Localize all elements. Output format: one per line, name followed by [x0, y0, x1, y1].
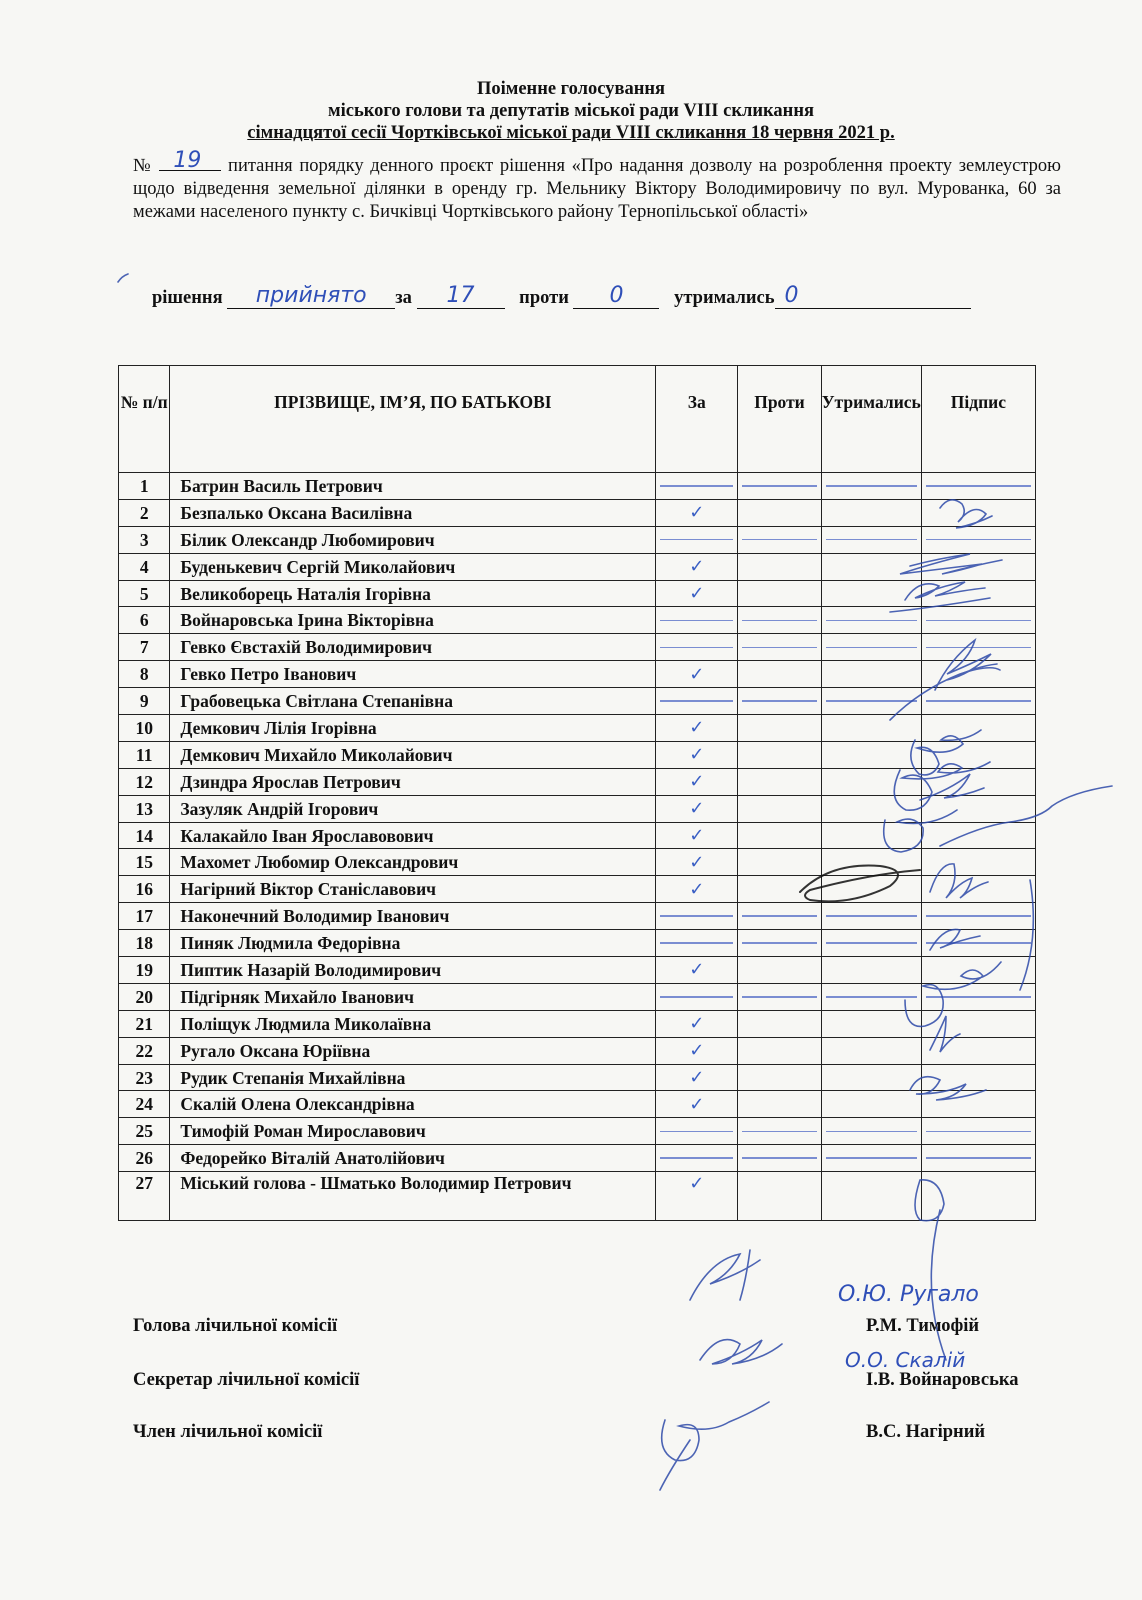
row-number: 12: [119, 768, 170, 795]
decision-summary: [152, 283, 1042, 309]
table-row: [119, 473, 1036, 500]
signature-cell: [921, 876, 1035, 903]
signature-cell: [921, 1118, 1035, 1145]
signature-cell: [921, 499, 1035, 526]
signature-cell: [921, 553, 1035, 580]
absence-strike-line: [826, 647, 917, 649]
vote-cell-abstained: [821, 1172, 921, 1221]
row-number: 11: [119, 741, 170, 768]
signature-cell: [921, 1010, 1035, 1037]
signature-cell: [921, 1091, 1035, 1118]
check-mark-icon: ✓: [689, 583, 705, 604]
absence-strike-line: [660, 1157, 733, 1159]
vote-cell-against: [738, 661, 821, 688]
row-number: 9: [119, 688, 170, 715]
row-number: 15: [119, 849, 170, 876]
absence-strike-line: [826, 485, 917, 487]
vote-cell-abstained: [821, 473, 921, 500]
signature-cell: [921, 741, 1035, 768]
deputy-name: Поліщук Людмила Миколаївна: [170, 1010, 656, 1037]
vote-cell-for: [656, 849, 738, 876]
absence-strike-line: [742, 647, 816, 649]
row-number: 21: [119, 1010, 170, 1037]
for-count-handwritten: 17: [446, 283, 475, 308]
vote-cell-for: [656, 768, 738, 795]
vote-cell-against: [738, 1010, 821, 1037]
vote-cell-against: [738, 473, 821, 500]
question-number-blank: [159, 148, 221, 173]
check-mark-icon: ✓: [689, 1093, 705, 1115]
deputy-name: Рудик Степанія Михайлівна: [170, 1064, 656, 1091]
vote-cell-against: [738, 1037, 821, 1064]
vote-cell-abstained: [821, 526, 921, 553]
absence-strike-line: [826, 915, 917, 917]
row-number: 8: [119, 661, 170, 688]
absence-strike-line: [660, 539, 733, 541]
vote-cell-abstained: [821, 876, 921, 903]
vote-cell-abstained: [821, 983, 921, 1010]
vote-cell-for: [656, 1118, 738, 1145]
row-number: 24: [119, 1091, 170, 1118]
vote-cell-for: [656, 957, 738, 984]
document-title: [0, 78, 1142, 144]
deputy-name: Нагірний Віктор Станіславович: [170, 876, 656, 903]
vote-cell-abstained: [821, 768, 921, 795]
deputy-name: Батрин Василь Петрович: [170, 473, 656, 500]
signature-cell: [921, 903, 1035, 930]
signature-chair: [690, 1250, 760, 1300]
table-row: [119, 526, 1036, 553]
signature-cell: [921, 849, 1035, 876]
vote-cell-abstained: [821, 741, 921, 768]
vote-cell-for: [656, 741, 738, 768]
absence-strike-line: [926, 539, 1031, 541]
against-count-handwritten: 0: [609, 283, 624, 308]
vote-cell-for: [656, 688, 738, 715]
table-row: [119, 795, 1036, 822]
vote-cell-for: [656, 634, 738, 661]
vote-cell-abstained: [821, 903, 921, 930]
table-row: [119, 741, 1036, 768]
table-row: [119, 849, 1036, 876]
deputy-name: Ругало Оксана Юріївна: [170, 1037, 656, 1064]
table-body: [119, 473, 1036, 1221]
vote-cell-against: [738, 1091, 821, 1118]
vote-cell-for: [656, 1010, 738, 1037]
secretary-handwritten-name: О.О. Скалій: [845, 1348, 966, 1372]
vote-cell-for: [656, 499, 738, 526]
vote-cell-against: [738, 983, 821, 1010]
secretary-role: Секретар лічильної комісії: [133, 1370, 360, 1390]
row-number: 27: [119, 1172, 170, 1221]
row-number: 16: [119, 876, 170, 903]
row-number: 1: [119, 473, 170, 500]
row-number: 19: [119, 957, 170, 984]
signature-cell: [921, 1172, 1035, 1221]
abstained-count-blank: [775, 283, 971, 309]
header-abstained: Утримались: [821, 366, 921, 473]
signature-cell: [921, 607, 1035, 634]
vote-cell-against: [738, 715, 821, 742]
vote-cell-against: [738, 1118, 821, 1145]
roll-call-table: [118, 365, 1036, 1221]
decision-value-handwritten: прийнято: [255, 283, 367, 308]
row-number: 2: [119, 499, 170, 526]
signature-cell: [921, 768, 1035, 795]
vote-cell-against: [738, 1064, 821, 1091]
row-number: 3: [119, 526, 170, 553]
check-mark-icon: ✓: [689, 744, 705, 766]
table-row: [119, 1118, 1036, 1145]
title-line-2: міського голови та депутатів міської ради VIII скликання: [328, 101, 814, 121]
vote-cell-against: [738, 822, 821, 849]
deputy-name: Міський голова - Шматько Володимир Петрович: [170, 1172, 656, 1221]
vote-cell-abstained: [821, 580, 921, 607]
signature-cell: [921, 1064, 1035, 1091]
vote-cell-abstained: [821, 822, 921, 849]
vote-cell-abstained: [821, 930, 921, 957]
abstained-count-handwritten: 0: [784, 283, 799, 308]
row-number: 10: [119, 715, 170, 742]
table-header-row: [119, 366, 1036, 473]
row-number: 6: [119, 607, 170, 634]
vote-cell-for: [656, 1172, 738, 1221]
check-mark-icon: ✓: [689, 717, 705, 739]
vote-cell-abstained: [821, 607, 921, 634]
vote-cell-abstained: [821, 634, 921, 661]
vote-cell-for: [656, 876, 738, 903]
table-row: [119, 580, 1036, 607]
absence-strike-line: [742, 539, 816, 541]
deputy-name: Демкович Лілія Ігорівна: [170, 715, 656, 742]
table-row: [119, 1172, 1036, 1221]
check-mark-icon: ✓: [689, 502, 705, 524]
signature-member: [660, 1402, 769, 1490]
table-row: [119, 768, 1036, 795]
absence-strike-line: [660, 1131, 733, 1133]
vote-cell-for: [656, 1037, 738, 1064]
table-row: [119, 715, 1036, 742]
absence-strike-line: [660, 996, 733, 998]
vote-cell-against: [738, 903, 821, 930]
vote-cell-abstained: [821, 1037, 921, 1064]
table-row: [119, 983, 1036, 1010]
question-text: питання порядку денного проєкт рішення «Про надання дозволу на розроблення проекту землеустрою щодо відведення земельної ділянки в оренду гр. Мельнику Віктору Володимировичу по вул. Мурованка, 60 за межами населеного пункту с. Бичківці Чортківського району Тернопільської області»: [133, 156, 1062, 222]
vote-cell-abstained: [821, 1145, 921, 1172]
check-mark-icon: ✓: [689, 1040, 705, 1062]
row-number: 17: [119, 903, 170, 930]
signature-cell: [921, 688, 1035, 715]
table-row: [119, 499, 1036, 526]
table-row: [119, 822, 1036, 849]
absence-strike-line: [660, 915, 733, 917]
table-row: [119, 553, 1036, 580]
deputy-name: Войнаровська Ірина Вікторівна: [170, 607, 656, 634]
deputy-name: Скалій Олена Олександрівна: [170, 1091, 656, 1118]
table-row: [119, 1091, 1036, 1118]
signature-cell: [921, 822, 1035, 849]
absence-strike-line: [826, 620, 917, 622]
header-num: № п/п: [119, 366, 170, 473]
check-mark-icon: ✓: [689, 556, 705, 578]
vote-cell-against: [738, 930, 821, 957]
check-mark-icon: ✓: [689, 851, 705, 873]
member-role: Член лічильної комісії: [133, 1422, 323, 1442]
table-row: [119, 607, 1036, 634]
absence-strike-line: [742, 915, 816, 917]
vote-cell-against: [738, 741, 821, 768]
absence-strike-line: [742, 485, 816, 487]
vote-cell-abstained: [821, 957, 921, 984]
member-name: В.С. Нагірний: [866, 1422, 986, 1442]
table-row: [119, 661, 1036, 688]
absence-strike-line: [926, 915, 1031, 917]
vote-cell-against: [738, 526, 821, 553]
signature-cell: [921, 580, 1035, 607]
absence-strike-line: [926, 700, 1031, 702]
signature-cell: [921, 1145, 1035, 1172]
table-row: [119, 1064, 1036, 1091]
absence-strike-line: [926, 485, 1031, 487]
signature-cell: [921, 957, 1035, 984]
vote-cell-against: [738, 768, 821, 795]
vote-cell-against: [738, 688, 821, 715]
deputy-name: Великоборець Наталія Ігорівна: [170, 580, 656, 607]
against-count-blank: [573, 283, 659, 309]
table-row: [119, 1037, 1036, 1064]
check-mark-icon: ✓: [689, 959, 705, 981]
deputy-name: Зазуляк Андрій Ігорович: [170, 795, 656, 822]
question-number-prefix: №: [133, 156, 153, 176]
decision-value-blank: [227, 283, 395, 309]
check-mark-icon: ✓: [689, 771, 705, 793]
check-mark-icon: ✓: [689, 663, 705, 685]
check-mark-icon: ✓: [689, 1173, 705, 1195]
absence-strike-line: [926, 1157, 1031, 1159]
deputy-name: Дзиндра Ярослав Петрович: [170, 768, 656, 795]
deputy-name: Демкович Михайло Миколайович: [170, 741, 656, 768]
table-row: [119, 876, 1036, 903]
row-number: 4: [119, 553, 170, 580]
vote-cell-for: [656, 526, 738, 553]
deputy-name: Калакайло Іван Ярославовович: [170, 822, 656, 849]
vote-cell-for: [656, 983, 738, 1010]
table-row: [119, 634, 1036, 661]
title-line-3: сімнадцятої сесії Чортківської міської ради VIII скликання 18 червня 2021 р.: [247, 123, 895, 143]
row-number: 25: [119, 1118, 170, 1145]
absence-strike-line: [826, 1131, 917, 1133]
vote-cell-against: [738, 499, 821, 526]
signature-cell: [921, 661, 1035, 688]
vote-cell-for: [656, 661, 738, 688]
vote-cell-for: [656, 822, 738, 849]
absence-strike-line: [742, 700, 816, 702]
absence-strike-line: [660, 620, 733, 622]
deputy-name: Пиптик Назарій Володимирович: [170, 957, 656, 984]
signature-cell: [921, 930, 1035, 957]
deputy-name: Тимофій Роман Мирославович: [170, 1118, 656, 1145]
vote-cell-against: [738, 795, 821, 822]
table-row: [119, 1010, 1036, 1037]
deputy-name: Безпалько Оксана Василівна: [170, 499, 656, 526]
deputy-name: Грабовецька Світлана Степанівна: [170, 688, 656, 715]
chair-name: Р.М. Тимофій: [866, 1316, 980, 1336]
title-line-1: Поіменне голосування: [476, 79, 666, 99]
absence-strike-line: [926, 942, 1031, 944]
vote-cell-against: [738, 553, 821, 580]
absence-strike-line: [926, 620, 1031, 622]
vote-cell-against: [738, 1172, 821, 1221]
table-row: [119, 688, 1036, 715]
vote-cell-abstained: [821, 1091, 921, 1118]
vote-cell-abstained: [821, 661, 921, 688]
absence-strike-line: [742, 996, 816, 998]
deputy-name: Махомет Любомир Олександрович: [170, 849, 656, 876]
vote-cell-against: [738, 1145, 821, 1172]
absence-strike-line: [742, 942, 816, 944]
row-number: 5: [119, 580, 170, 607]
vote-cell-against: [738, 607, 821, 634]
absence-strike-line: [826, 996, 917, 998]
vote-cell-against: [738, 876, 821, 903]
header-for: За: [656, 366, 738, 473]
vote-cell-for: [656, 1091, 738, 1118]
vote-cell-for: [656, 930, 738, 957]
signature-cell: [921, 526, 1035, 553]
row-number: 23: [119, 1064, 170, 1091]
signature-cell: [921, 983, 1035, 1010]
secretary-name: І.В. Войнаровська: [866, 1370, 1019, 1390]
absence-strike-line: [660, 485, 733, 487]
absence-strike-line: [826, 700, 917, 702]
absence-strike-line: [926, 1131, 1031, 1133]
vote-cell-for: [656, 1145, 738, 1172]
abstained-label: утримались: [674, 288, 775, 308]
signature-cell: [921, 1037, 1035, 1064]
against-label: проти: [519, 288, 569, 308]
vote-cell-abstained: [821, 688, 921, 715]
chair-handwritten-name: О.Ю. Ругало: [838, 1282, 979, 1307]
absence-strike-line: [926, 647, 1031, 649]
check-mark-icon: ✓: [689, 798, 705, 820]
deputy-name: Пиняк Людмила Федорівна: [170, 930, 656, 957]
vote-cell-abstained: [821, 849, 921, 876]
signature-cell: [921, 634, 1035, 661]
header-signature: Підпис: [921, 366, 1035, 473]
vote-cell-against: [738, 849, 821, 876]
vote-cell-for: [656, 715, 738, 742]
deputy-name: Федорейко Віталій Анатолійович: [170, 1145, 656, 1172]
agenda-question: [133, 148, 1062, 224]
deputy-name: Гевко Петро Іванович: [170, 661, 656, 688]
vote-cell-abstained: [821, 499, 921, 526]
table-row: [119, 1145, 1036, 1172]
vote-cell-for: [656, 795, 738, 822]
vote-cell-against: [738, 634, 821, 661]
for-count-blank: [417, 283, 505, 309]
absence-strike-line: [742, 1157, 816, 1159]
vote-cell-for: [656, 903, 738, 930]
vote-cell-against: [738, 580, 821, 607]
row-number: 13: [119, 795, 170, 822]
decision-label: рішення: [152, 288, 223, 308]
deputy-name: Підгірняк Михайло Іванович: [170, 983, 656, 1010]
signature-cell: [921, 715, 1035, 742]
row-number: 26: [119, 1145, 170, 1172]
vote-cell-against: [738, 957, 821, 984]
signature-cell: [921, 473, 1035, 500]
row-number: 7: [119, 634, 170, 661]
check-mark-icon: ✓: [689, 1067, 705, 1089]
table-row: [119, 930, 1036, 957]
absence-strike-line: [660, 942, 733, 944]
vote-cell-abstained: [821, 1064, 921, 1091]
absence-strike-line: [742, 1131, 816, 1133]
vote-cell-for: [656, 553, 738, 580]
deputy-name: Гевко Євстахій Володимирович: [170, 634, 656, 661]
deputy-name: Буденькевич Сергій Миколайович: [170, 553, 656, 580]
absence-strike-line: [742, 620, 816, 622]
row-number: 14: [119, 822, 170, 849]
check-mark-icon: ✓: [689, 878, 705, 900]
row-number: 18: [119, 930, 170, 957]
vote-cell-abstained: [821, 1010, 921, 1037]
absence-strike-line: [660, 700, 733, 702]
table-row: [119, 903, 1036, 930]
deputy-name: Білик Олександр Любомирович: [170, 526, 656, 553]
absence-strike-line: [926, 996, 1031, 998]
vote-cell-abstained: [821, 553, 921, 580]
absence-strike-line: [826, 942, 917, 944]
row-number: 20: [119, 983, 170, 1010]
absence-strike-line: [660, 647, 733, 649]
for-label: за: [395, 288, 412, 308]
vote-cell-for: [656, 473, 738, 500]
header-name: ПРІЗВИЩЕ, ІМ’Я, ПО БАТЬКОВІ: [170, 366, 656, 473]
table-row: [119, 957, 1036, 984]
check-mark-icon: ✓: [689, 1013, 705, 1035]
signature-cell: [921, 795, 1035, 822]
question-number-handwritten: 19: [173, 148, 202, 173]
ink-mark: [118, 274, 128, 282]
absence-strike-line: [826, 539, 917, 541]
vote-cell-for: [656, 580, 738, 607]
chair-role: Голова лічильної комісії: [133, 1316, 338, 1336]
row-number: 22: [119, 1037, 170, 1064]
deputy-name: Наконечний Володимир Іванович: [170, 903, 656, 930]
check-mark-icon: ✓: [689, 825, 705, 847]
vote-cell-abstained: [821, 1118, 921, 1145]
vote-cell-for: [656, 607, 738, 634]
vote-cell-abstained: [821, 795, 921, 822]
signature-secretary: [700, 1340, 782, 1364]
absence-strike-line: [826, 1157, 917, 1159]
vote-cell-abstained: [821, 715, 921, 742]
header-against: Проти: [738, 366, 821, 473]
vote-cell-for: [656, 1064, 738, 1091]
